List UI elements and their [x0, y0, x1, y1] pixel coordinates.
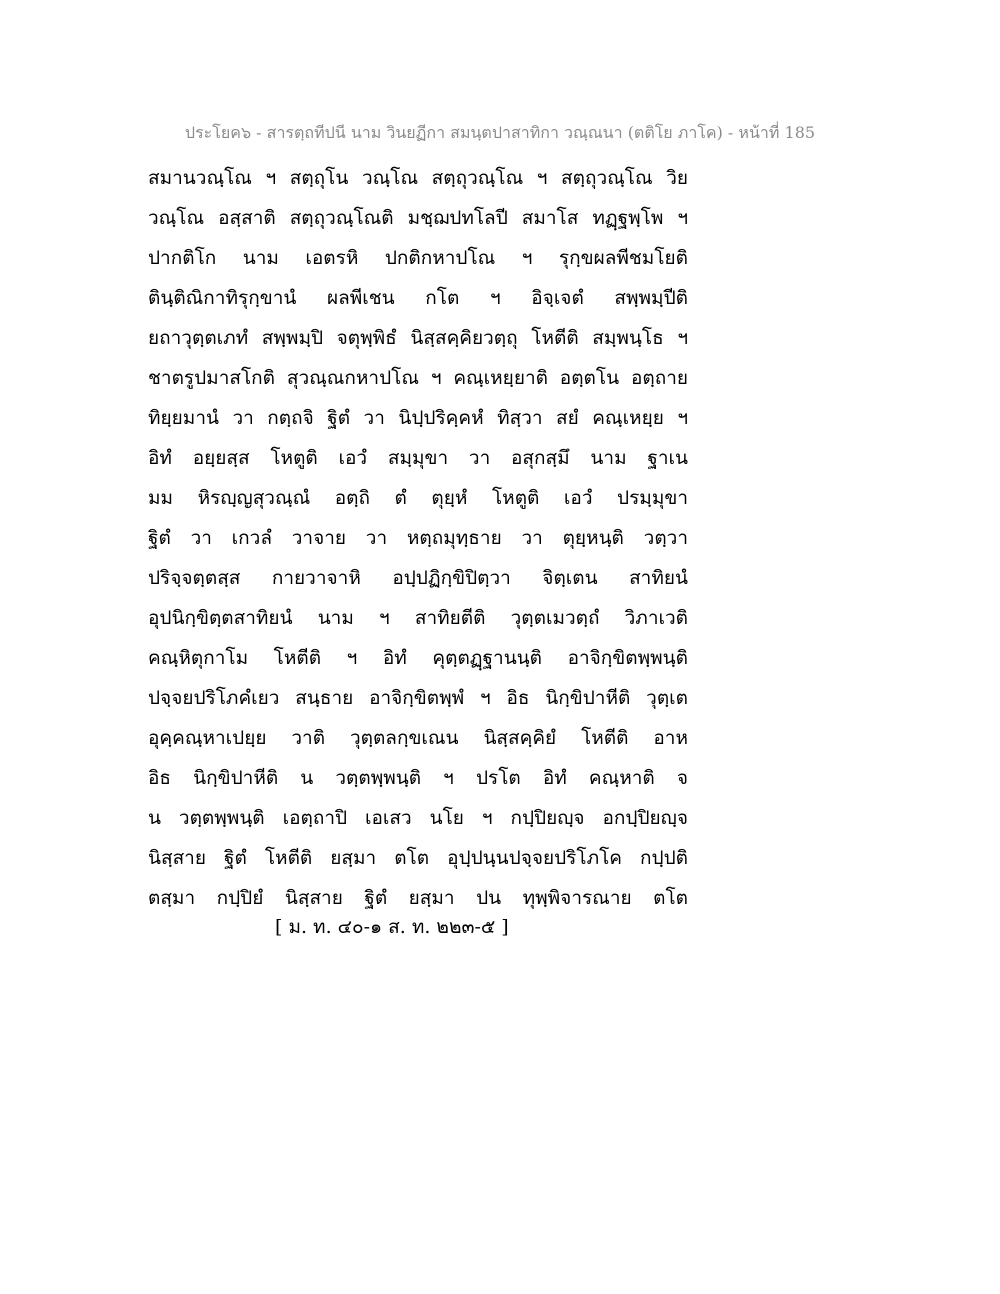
text-line: นิสฺสาย ฐิตํ โหตีติ ยสฺมา ตโต อุปฺปนฺนปจฺจยปริโภโค กปฺปติ — [148, 847, 688, 869]
text-line: ทิยฺยมานํ วา กตฺถจิ ฐิตํ วา นิปฺปริคฺคหํ ทิสฺวา สยํ คณฺเหยฺย ฯ — [148, 407, 688, 429]
page-header: ประโยค๖ - สารตฺถทีปนี นาม วินยฏีกา สมนฺตปาสาทิกา วณฺณนา (ตติโย ภาโค) - หน้าที่ 185 — [184, 123, 816, 142]
text-line: ปจฺจยปริโภคํเยว สนฺธาย อาจิกฺขิตพฺพํ ฯ อิธ นิกฺขิปาหีติ วุตฺเต — [148, 687, 688, 709]
text-line: อิธ นิกฺขิปาหีติ น วตฺตพฺพนฺติ ฯ ปรโต อิทํ คณฺหาติ จ — [148, 767, 688, 789]
text-line: ปริจฺจตฺตสฺส กายวาจาหิ อปฺปฏิกฺขิปิตฺวา จิตฺเตน สาทิยนํ — [148, 567, 688, 589]
text-line: ปากติโก นาม เอตรหิ ปกติกหาปโณ ฯ รุกฺขผลพีชมโยติ — [148, 247, 688, 269]
text-line: ชาตรูปมาสโกติ สุวณฺณกหาปโณ ฯ คณฺเหยฺยาติ อตฺตโน อตฺถาย — [148, 367, 688, 389]
text-line: สมานวณฺโณ ฯ สตฺถุโน วณฺโณ สตฺถุวณฺโณ ฯ สตฺถุวณฺโณ วิย — [148, 167, 688, 189]
text-line: ยถาวุตฺตเภทํ สพฺพมฺปิ จตุพฺพิธํ นิสฺสคฺคิยวตฺถุ โหตีติ สมฺพนฺโธ ฯ — [148, 327, 688, 349]
text-line: อิทํ อยฺยสฺส โหตูติ เอวํ สมฺมุขา วา อสุกสฺมึ นาม ฐาเน — [148, 447, 688, 469]
text-line: ฐิตํ วา เกวลํ วาจาย วา หตฺถมุทฺธาย วา ตุยฺหนฺติ วตฺวา — [148, 527, 688, 549]
text-line: อุคฺคณฺหาเปยฺย วาติ วุตฺตลกฺขเณน นิสฺสคฺคิยํ โหตีติ อาห — [148, 727, 688, 749]
text-line: อุปนิกฺขิตฺตสาทิยนํ นาม ฯ สาทิยตีติ วุตฺตเมวตฺถํ วิภาเวติ — [148, 607, 688, 629]
text-line: คณฺหิตุกาโม โหตีติ ฯ อิทํ คุตฺตฏฺฐานนฺติ อาจิกฺขิตพฺพนฺติ — [148, 647, 688, 669]
body-text — [148, 158, 688, 918]
text-line: น วตฺตพฺพนฺติ เอตฺถาปิ เอเสว นโย ฯ กปฺปิยญฺจ อกปฺปิยญฺจ — [148, 807, 688, 829]
text-line: ตินฺติณิกาทิรุกฺขานํ ผลพีเชน กโต ฯ อิจฺเจตํ สพฺพมฺปีติ — [148, 287, 688, 309]
text-line: ตสฺมา กปฺปิยํ นิสฺสาย ฐิตํ ยสฺมา ปน ทุพฺพิจารณาย ตโต — [148, 887, 688, 909]
reference-citation: [ ม. ท. ๔๐-๑ ส. ท. ๒๒๓-๕ ] — [275, 916, 509, 938]
text-line: วณฺโณ อสฺสาติ สตฺถุวณฺโณติ มชฺฌปทโลปี สมาโส ทฏฺฐพฺโพ ฯ — [148, 207, 688, 229]
text-line: มม หิรญฺญสุวณฺณํ อตฺถิ ตํ ตุยฺหํ โหตูติ เอวํ ปรมฺมุขา — [148, 487, 688, 509]
